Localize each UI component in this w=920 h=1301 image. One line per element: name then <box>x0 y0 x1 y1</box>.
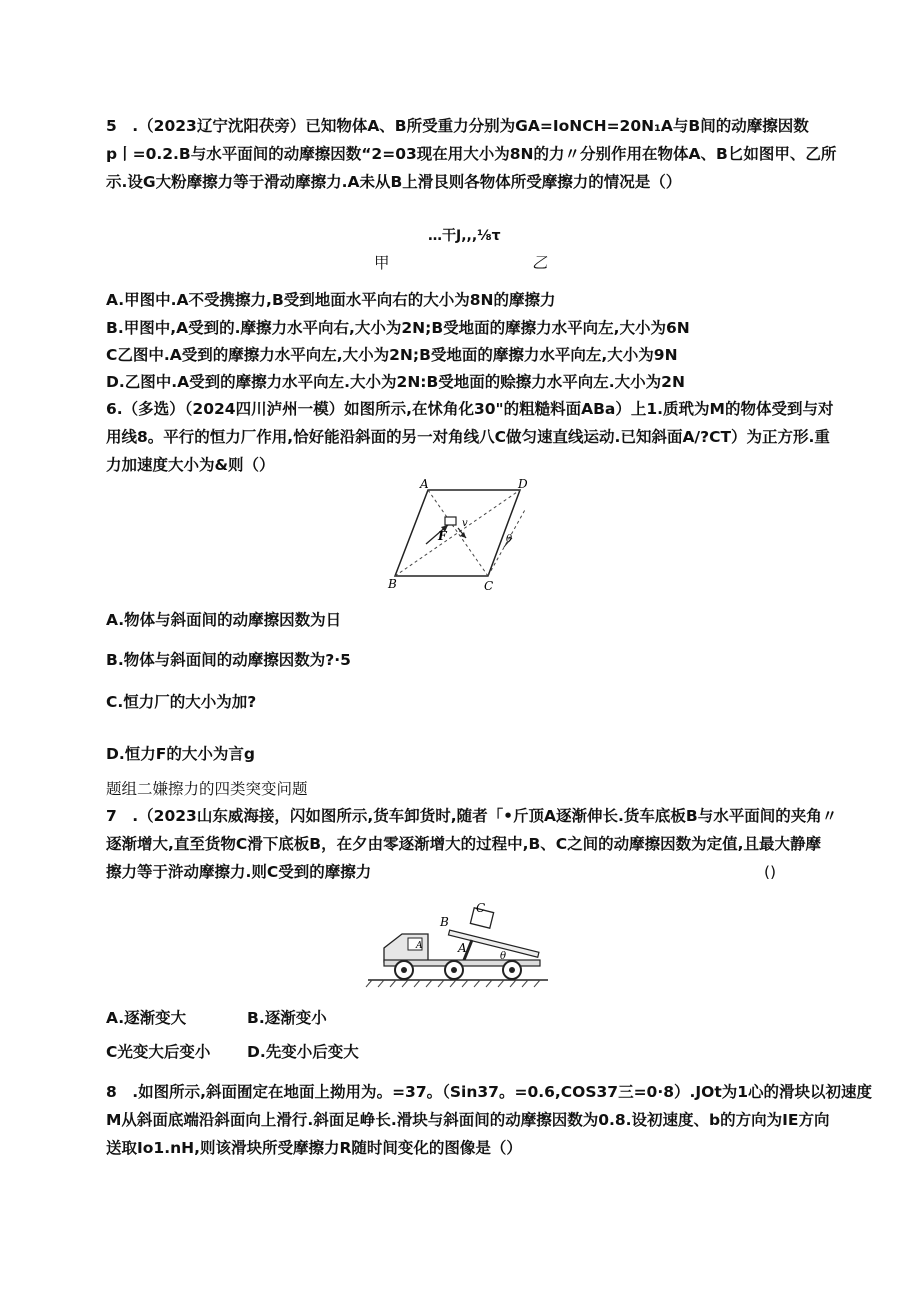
q7-option-c: C光变大后变小 <box>106 1043 211 1061</box>
label-b: B <box>388 577 397 591</box>
q7-truck-figure <box>362 896 552 988</box>
section-title: 题组二嫌擦力的四类突变问题 <box>106 780 308 798</box>
q6-option-d: D.恒力F的大小为言g <box>106 745 255 763</box>
q6-stem-line-3: 力加速度大小为&则（） <box>106 456 275 474</box>
label-cab-a: A <box>416 941 423 951</box>
q7-stem-line-1: 7 .（2023山东威海接，闪如图所示,货车卸货时,随者「•斤顶A逐渐伸长.货车底板B与水平面间的夹角〃 <box>106 807 838 825</box>
q7-stem-line-3: 擦力等于浒动摩擦力.则C受到的摩擦力 <box>106 863 372 881</box>
velocity-arrowhead <box>460 532 466 538</box>
q5-figure-label-jia: 甲 <box>374 254 390 272</box>
label-theta: θ <box>506 534 513 545</box>
label-v: v <box>462 518 468 529</box>
q7-stem-line-2: 逐渐增大,直至货物C滑下底板B，在夕由零逐渐增大的过程中,B、C之间的动摩擦因数为定值,且最大静摩 <box>106 835 822 853</box>
q7-option-b: B.逐渐变小 <box>247 1009 327 1027</box>
label-theta: θ <box>500 951 507 962</box>
q6-option-c: C.恒力厂的大小为加? <box>106 693 257 711</box>
label-d: D <box>518 477 528 491</box>
q6-option-b: B.物体与斜面间的动摩擦因数为?·5 <box>106 651 351 669</box>
q8-stem-line-2: M从斜面底端沿斜面向上滑行.斜面足峥长.滑块与斜面间的动摩擦因数为0.8.设初速度、b的方向为IE方向 <box>106 1111 830 1129</box>
q5-stem-line-3: 示.设G大粉摩擦力等于滑动摩擦力.A未从B上滑艮则各物体所受摩擦力的情况是（） <box>106 173 682 191</box>
q6-stem-line-1: 6.（多选）（2024四川泸州一模）如图所示,在怵角化30"的粗糙料面ABa）上1.质玳为M的物体受到与对 <box>106 400 834 418</box>
q5-option-c: C乙图中.A受到的摩擦力水平向左,大小为2N;B受地面的摩擦力水平向左,大小为9N <box>106 346 678 364</box>
q5-stem-line-1: 5 .（2023辽宁沈阳茯旁）已知物体A、B所受重力分别为GA=IoNCH=20N₁A与B间的动摩擦因数 <box>106 117 809 135</box>
label-b: B <box>440 915 449 929</box>
q5-option-d: D.乙图中.A受到的摩擦力水平向左.大小为2N:B受地面的赊擦力水平向左.大小为2N <box>106 373 685 391</box>
label-a: A <box>458 941 467 955</box>
q5-option-b: B.甲图中,A受到的.摩擦力水平向右,大小为2N;B受地面的摩擦力水平向左,大小为6N <box>106 319 690 337</box>
label-c: C <box>476 901 486 915</box>
q5-stem-line-2: p丨=0.2.B与水平面间的动摩擦因数“2=03现在用大小为8N的力〃分别作用在物体A、B匕如图甲、乙所 <box>106 145 837 163</box>
q7-answer-paren: () <box>764 863 777 881</box>
q6-option-a: A.物体与斜面间的动摩擦因数为日 <box>106 611 342 629</box>
label-f: F <box>438 529 447 543</box>
q8-stem-line-3: 送取Io1.nH,则该滑块所受摩擦力R随时间变化的图像是（） <box>106 1139 522 1157</box>
ground-hatching <box>366 980 540 987</box>
label-a: A <box>420 477 429 491</box>
diagonal-bd <box>395 490 520 576</box>
q6-stem-line-2: 用线8。平行的恒力厂作用,恰好能沿斜面的另一对角线八C做匀速直线运动.已知斜面A/?CT）为正方形.重 <box>106 428 830 446</box>
q6-incline-figure <box>380 476 550 596</box>
q8-stem-line-1: 8 .如图所示,斜面囿定在地面上拗用为。=37。（Sin37。=0.6,COS37三=0·8）.JOt为1心的滑块以初速度 <box>106 1083 873 1101</box>
block <box>445 517 456 525</box>
q5-option-a: A.甲图中.A不受携擦力,B受到地面水平向右的大小为8N的摩擦力 <box>106 291 556 309</box>
label-c: C <box>484 579 494 593</box>
q7-option-a: A.逐渐变大 <box>106 1009 187 1027</box>
q7-option-d: D.先变小后变大 <box>247 1043 359 1061</box>
q5-figure-text: …干J,,,⅛τ <box>428 228 501 244</box>
diagonal-ac <box>428 490 488 576</box>
q5-figure-label-yi: 乙 <box>532 254 548 272</box>
